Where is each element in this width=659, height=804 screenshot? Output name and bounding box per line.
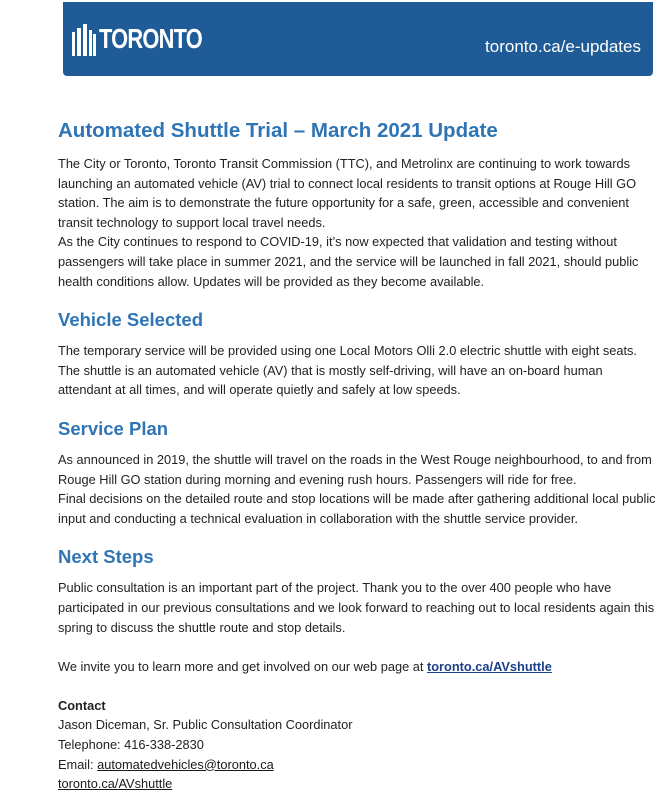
page-title: Automated Shuttle Trial – March 2021 Update [58,119,498,142]
service-paragraph-1: As announced in 2019, the shuttle will travel on the roads in the West Rouge neighbourhood, to and from Rouge Hill GO station during morning and evening rush hours. Passengers will ride for free. [58,451,652,487]
header-banner [63,2,653,76]
main-content [58,118,658,794]
email-link[interactable]: automatedvehicles@toronto.ca [97,756,274,772]
next-steps-paragraph: Public consultation is an important part of the project. Thank you to the over 400 people who have participated in our previous consultations and we look forward to reaching out to local residents again this spring to discuss the shuttle route and stop details. [58,580,655,635]
service-paragraph-2: Final decisions on the detailed route and stop locations will be made after gathering additional local public input and conducting a technical evaluation in collaboration with the shuttle service provider. [58,491,656,526]
contact-web-line [58,774,658,794]
contact-name: Jason Diceman, Sr. Public Consultation Coordinator [58,717,353,733]
toronto-logo[interactable] [72,20,231,56]
contact-title: Contact [58,697,106,713]
intro-section [58,154,658,291]
contact-section [58,696,658,794]
city-hall-icon [72,24,96,56]
vehicle-heading: Vehicle Selected [58,309,204,331]
contact-web-link[interactable]: toronto.ca/AVshuttle [58,776,173,792]
intro-paragraph-2: As the City continues to respond to COVID-19, it’s now expected that validation and testing without passengers will take place in summer 2021, and the service will be launched in fall 2021, should public health conditions allow. Updates will be provided as they become available. [58,234,639,289]
invite-paragraph [58,657,658,677]
next-steps-section [58,545,658,696]
contact-telephone: Telephone: 416-338-2830 [58,737,204,753]
vehicle-paragraph: The temporary service will be provided using one Local Motors Olli 2.0 electric shuttle with eight seats. The shuttle is an automated vehicle (AV) that is mostly self-driving, will have an on-board human attendant at all times, and will operate quietly and safely at low speeds. [58,343,637,398]
email-label: Email: [58,756,98,772]
invite-text: We invite you to learn more and get involved on our web page at [58,658,427,674]
logo-wordmark: TORONTO [99,23,202,54]
next-steps-heading: Next Steps [58,546,154,568]
intro-paragraph-1: The City or Toronto, Toronto Transit Commission (TTC), and Metrolinx are continuing to work towards launching an automated vehicle (AV) trial to connect local residents to transit options at Rouge Hill GO station. The aim is to demonstrate the future opportunity for a safe, green, accessible and convenient transit technology to support local travel needs. [58,156,637,230]
service-section [58,417,658,528]
vehicle-section [58,308,658,400]
e-updates-link[interactable]: toronto.ca/e-updates [485,37,641,56]
contact-email-line [58,755,658,775]
avshuttle-link[interactable]: toronto.ca/AVshuttle [426,658,552,674]
service-heading: Service Plan [58,417,169,439]
